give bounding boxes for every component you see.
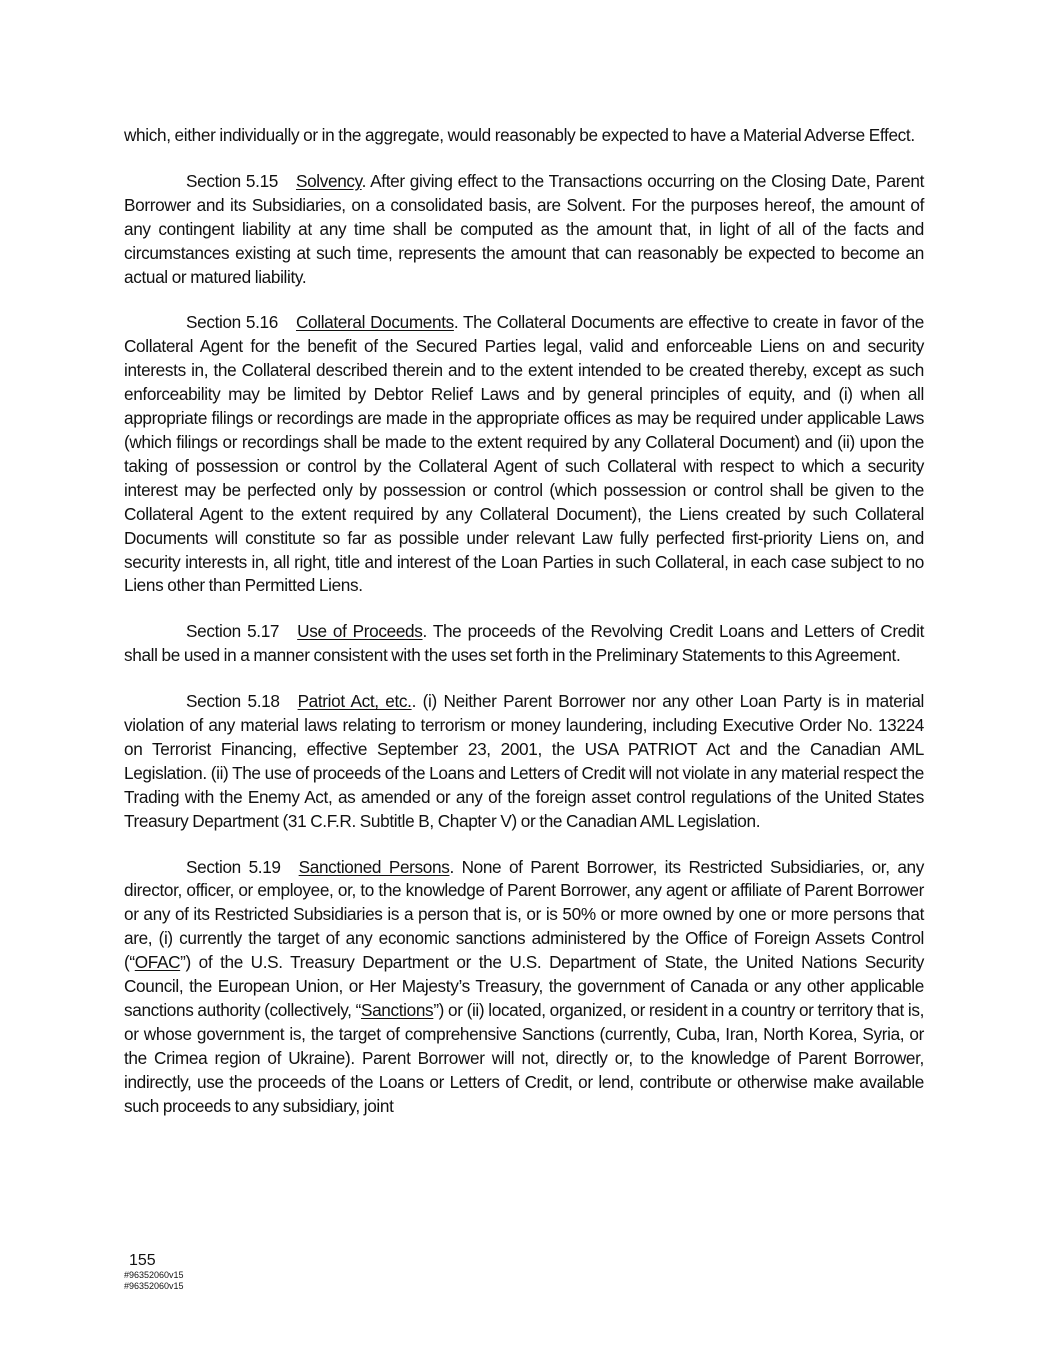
section-5-15-paragraph	[124, 170, 924, 290]
document-id: #96352060v15	[124, 1270, 184, 1280]
section-title: Solvency	[295, 170, 362, 191]
section-title: Patriot Act, etc.	[297, 691, 412, 712]
section-text: . The proceeds of the Revolving Credit Loans and Letters of Credit shall be used in a manner consistent with the uses set forth in the Preliminary Statements to this Agreement.	[124, 621, 925, 666]
section-text: . (i) Neither Parent Borrower nor any other Loan Party is in material violation of any material laws relating to terrorism or money laundering, including Executive Order No. 13224 on Terrorist Financing, effective September 23, 2001, the USA PATRIOT Act and the Canadian AML Legislation. (ii) The use of proceeds of the Loans and Letters of Credit will not violate in any material respect the Trading with the Enemy Act, as amended or any of the foreign asset control regulations of the United States Treasury Department (31 C.F.R. Subtitle B, Chapter V) or the Canadian AML Legislation.	[124, 691, 924, 831]
section-title: Use of Proceeds	[297, 621, 423, 642]
section-text: . After giving effect to the Transactions occurring on the Closing Date, Parent Borrower and its Subsidiaries, on a consolidated basis, are Solvent. For the purposes hereof, the amount of any contingent liability at any time shall be computed as the amount that, in light of all of the facts and circumstances existing at such time, represents the amount that can reasonably be expected to become an actual or matured liability.	[124, 170, 924, 287]
section-5-19-paragraph	[124, 856, 924, 1119]
page-number: 155	[129, 1252, 156, 1269]
section-5-16-paragraph	[124, 311, 924, 598]
section-title: Collateral Documents	[295, 312, 454, 333]
section-text: . The Collateral Documents are effective to create in favor of the Collateral Agent for the benefit of the Secured Parties legal, valid and enforceable Liens on and security interests in, the Collateral described therein and to the extent intended to be created thereby, except as such enforceability may be limited by Debtor Relief Laws and by general principles of equity, and (i) when all appropriate filings or recordings are made in the appropriate offices as may be required under applicable Laws (which filings or recordings shall be made to the extent required by any Collateral Document) and (ii) upon the taking of possession or control by the Collateral Agent of such Collateral with respect to which a security interest may be perfected only by possession or control (which possession or control shall be given to the Collateral Agent to the extent required by any Collateral Document), the Liens created by such Collateral Documents will constitute so far as possible under relevant Law fully perfected first-priority Liens on, and security interests in, all right, title and interest of the Loan Parties in such Collateral, in each case subject to no Liens other than Permitted Liens.	[124, 312, 925, 596]
section-number: Section 5.15	[186, 170, 278, 191]
document-body	[124, 124, 924, 1141]
defined-term-ofac: OFAC	[134, 952, 181, 973]
document-id: #96352060v15	[124, 1281, 184, 1291]
section-5-17-paragraph	[124, 620, 924, 668]
intro-paragraph: which, either individually or in the aggregate, would reasonably be expected to have a Material Adverse Effect.	[124, 125, 915, 145]
section-text: . None of Parent Borrower, its Restricted Subsidiaries, or, any director, officer, or employee, or, to the knowledge of Parent Borrower, any agent or affiliate of Parent Borrower or any of its Restricted Subsidiaries is a person that is, or is 50% or more owned by one or more persons that are, (i) currently the target of any economic sanctions administered by the Office of Foreign Assets Control (“	[124, 856, 924, 973]
page-footer	[124, 1251, 184, 1292]
section-number: Section 5.18	[186, 691, 280, 712]
section-number: Section 5.19	[186, 856, 281, 877]
section-5-18-paragraph	[124, 690, 924, 833]
section-title: Sanctioned Persons	[298, 856, 450, 877]
section-number: Section 5.17	[186, 621, 280, 642]
section-number: Section 5.16	[186, 312, 278, 333]
defined-term-sanctions: Sanctions	[360, 1000, 434, 1020]
section-text: ”) or (ii) located, organized, or resident in a country or territory that is, or whose government is, the target of comprehensive Sanctions (currently, Cuba, Iran, North Korea, Syria, or the Crimea region of Ukraine). Parent Borrower will not, directly or, to the knowledge of Parent Borrower, indirectly, use the proceeds of the Loans or Letters of Credit, or lend, contribute or otherwise make available such proceeds to any subsidiary, joint	[124, 1000, 924, 1116]
section-text: ”) of the U.S. Treasury Department or the U.S. Department of State, the United Nations Security Council, the European Union, or Her Majesty’s Treasury, the government of Canada or any other applicable sanctions authority (collectively, “	[124, 952, 924, 1020]
